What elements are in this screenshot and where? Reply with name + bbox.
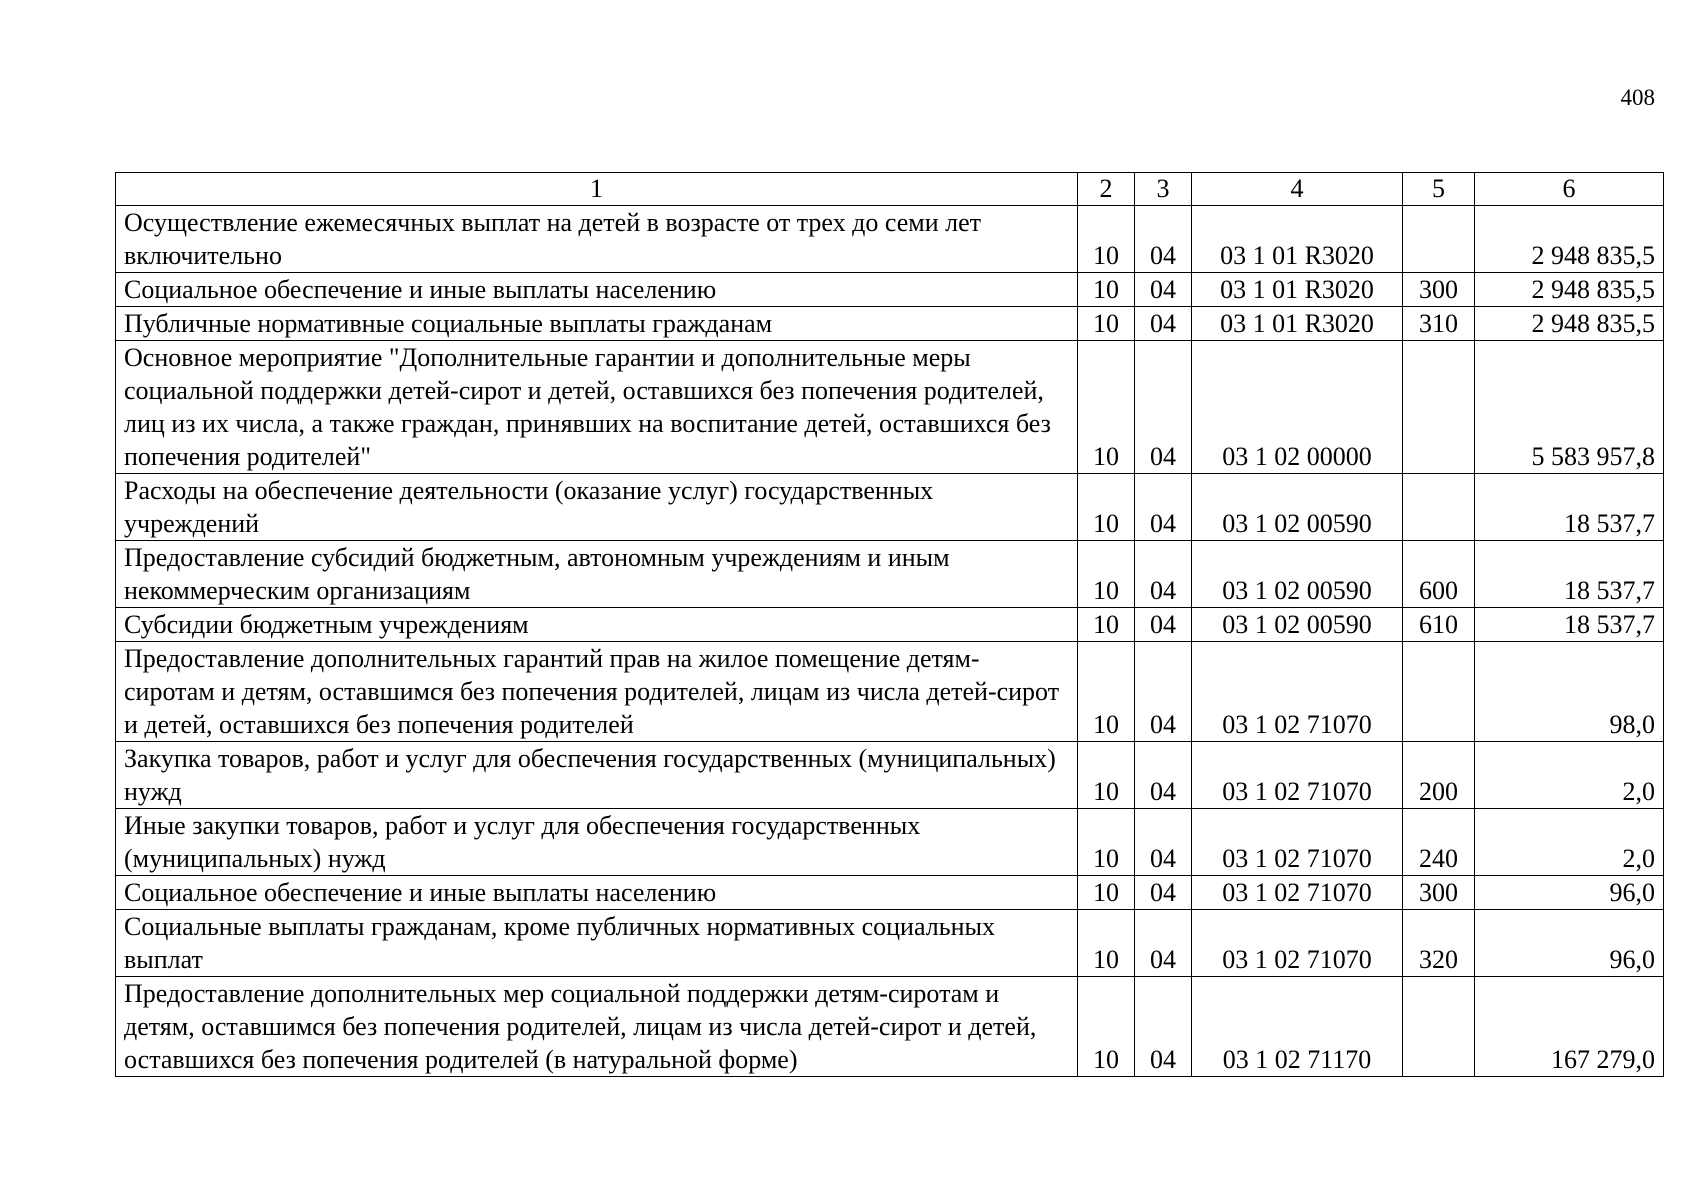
row-section: 10 <box>1078 474 1135 541</box>
row-section: 10 <box>1078 977 1135 1077</box>
row-name: Основное мероприятие "Дополнительные гарантии и дополнительные меры социальной поддержки детей-сирот и детей, оставшихся без попечения родителей, лиц из их числа, а также граждан, принявших на воспитание детей, оставшихся без попечения родителей" <box>116 341 1078 474</box>
table-row <box>116 742 1664 809</box>
row-expense-type: 310 <box>1403 307 1475 341</box>
column-header-section: 2 <box>1078 173 1135 206</box>
table-row <box>116 474 1664 541</box>
row-target-article: 03 1 02 71070 <box>1192 742 1403 809</box>
row-amount: 2 948 835,5 <box>1475 307 1664 341</box>
row-section: 10 <box>1078 910 1135 977</box>
row-amount: 2 948 835,5 <box>1475 206 1664 273</box>
table-body <box>116 206 1664 1077</box>
row-section: 10 <box>1078 876 1135 910</box>
row-subsection: 04 <box>1135 307 1192 341</box>
row-section: 10 <box>1078 642 1135 742</box>
row-name: Расходы на обеспечение деятельности (оказание услуг) государственных учреждений <box>116 474 1078 541</box>
row-expense-type <box>1403 206 1475 273</box>
row-expense-type <box>1403 474 1475 541</box>
row-section: 10 <box>1078 273 1135 307</box>
column-header-subsection: 3 <box>1135 173 1192 206</box>
table-row <box>116 541 1664 608</box>
row-target-article: 03 1 02 71170 <box>1192 977 1403 1077</box>
row-name: Социальное обеспечение и иные выплаты населению <box>116 876 1078 910</box>
row-section: 10 <box>1078 541 1135 608</box>
row-target-article: 03 1 02 71070 <box>1192 809 1403 876</box>
row-name: Предоставление дополнительных гарантий прав на жилое помещение детям-сиротам и детям, оставшимся без попечения родителей, лицам из числа детей-сирот и детей, оставшихся без попечения родителей <box>116 642 1078 742</box>
row-target-article: 03 1 02 00590 <box>1192 541 1403 608</box>
row-target-article: 03 1 02 00590 <box>1192 608 1403 642</box>
row-amount: 18 537,7 <box>1475 608 1664 642</box>
row-amount: 2,0 <box>1475 809 1664 876</box>
row-amount: 96,0 <box>1475 876 1664 910</box>
row-expense-type: 300 <box>1403 876 1475 910</box>
table-row <box>116 642 1664 742</box>
table-row <box>116 977 1664 1077</box>
row-amount: 167 279,0 <box>1475 977 1664 1077</box>
row-subsection: 04 <box>1135 910 1192 977</box>
row-expense-type: 600 <box>1403 541 1475 608</box>
row-amount: 2,0 <box>1475 742 1664 809</box>
row-subsection: 04 <box>1135 341 1192 474</box>
row-name: Предоставление субсидий бюджетным, автономным учреждениям и иным некоммерческим организациям <box>116 541 1078 608</box>
row-target-article: 03 1 02 00000 <box>1192 341 1403 474</box>
budget-table <box>115 172 1664 1077</box>
table-row <box>116 307 1664 341</box>
row-name: Предоставление дополнительных мер социальной поддержки детям-сиротам и детям, оставшимся без попечения родителей, лицам из числа детей-сирот и детей, оставшихся без попечения родителей (в натуральной форме) <box>116 977 1078 1077</box>
row-target-article: 03 1 02 71070 <box>1192 876 1403 910</box>
row-section: 10 <box>1078 307 1135 341</box>
row-name: Иные закупки товаров, работ и услуг для обеспечения государственных (муниципальных) нужд <box>116 809 1078 876</box>
column-header-target-article: 4 <box>1192 173 1403 206</box>
table-header <box>116 173 1664 206</box>
row-target-article: 03 1 01 R3020 <box>1192 206 1403 273</box>
row-subsection: 04 <box>1135 809 1192 876</box>
row-expense-type <box>1403 977 1475 1077</box>
table-row <box>116 809 1664 876</box>
row-subsection: 04 <box>1135 541 1192 608</box>
row-subsection: 04 <box>1135 273 1192 307</box>
column-header-name: 1 <box>116 173 1078 206</box>
row-name: Закупка товаров, работ и услуг для обеспечения государственных (муниципальных) нужд <box>116 742 1078 809</box>
row-amount: 98,0 <box>1475 642 1664 742</box>
row-amount: 96,0 <box>1475 910 1664 977</box>
row-section: 10 <box>1078 742 1135 809</box>
row-amount: 18 537,7 <box>1475 474 1664 541</box>
row-name: Социальное обеспечение и иные выплаты населению <box>116 273 1078 307</box>
row-subsection: 04 <box>1135 742 1192 809</box>
row-subsection: 04 <box>1135 876 1192 910</box>
row-section: 10 <box>1078 809 1135 876</box>
row-expense-type: 300 <box>1403 273 1475 307</box>
row-subsection: 04 <box>1135 977 1192 1077</box>
row-target-article: 03 1 02 71070 <box>1192 642 1403 742</box>
column-header-expense-type: 5 <box>1403 173 1475 206</box>
row-target-article: 03 1 02 00590 <box>1192 474 1403 541</box>
row-target-article: 03 1 01 R3020 <box>1192 307 1403 341</box>
row-section: 10 <box>1078 608 1135 642</box>
row-name: Субсидии бюджетным учреждениям <box>116 608 1078 642</box>
table-row <box>116 608 1664 642</box>
row-expense-type: 320 <box>1403 910 1475 977</box>
row-subsection: 04 <box>1135 474 1192 541</box>
row-amount: 18 537,7 <box>1475 541 1664 608</box>
header-row <box>116 173 1664 206</box>
row-name: Публичные нормативные социальные выплаты гражданам <box>116 307 1078 341</box>
row-target-article: 03 1 01 R3020 <box>1192 273 1403 307</box>
row-name: Осуществление ежемесячных выплат на детей в возрасте от трех до семи лет включительно <box>116 206 1078 273</box>
row-expense-type <box>1403 642 1475 742</box>
row-expense-type <box>1403 341 1475 474</box>
table-row <box>116 341 1664 474</box>
row-expense-type: 240 <box>1403 809 1475 876</box>
page-number: 408 <box>1620 85 1655 110</box>
table-row <box>116 206 1664 273</box>
table-row <box>116 273 1664 307</box>
column-header-amount: 6 <box>1475 173 1664 206</box>
row-subsection: 04 <box>1135 206 1192 273</box>
row-target-article: 03 1 02 71070 <box>1192 910 1403 977</box>
row-expense-type: 200 <box>1403 742 1475 809</box>
row-subsection: 04 <box>1135 642 1192 742</box>
row-section: 10 <box>1078 341 1135 474</box>
table-row <box>116 876 1664 910</box>
row-subsection: 04 <box>1135 608 1192 642</box>
row-name: Социальные выплаты гражданам, кроме публичных нормативных социальных выплат <box>116 910 1078 977</box>
row-amount: 2 948 835,5 <box>1475 273 1664 307</box>
row-amount: 5 583 957,8 <box>1475 341 1664 474</box>
row-expense-type: 610 <box>1403 608 1475 642</box>
table-row <box>116 910 1664 977</box>
row-section: 10 <box>1078 206 1135 273</box>
